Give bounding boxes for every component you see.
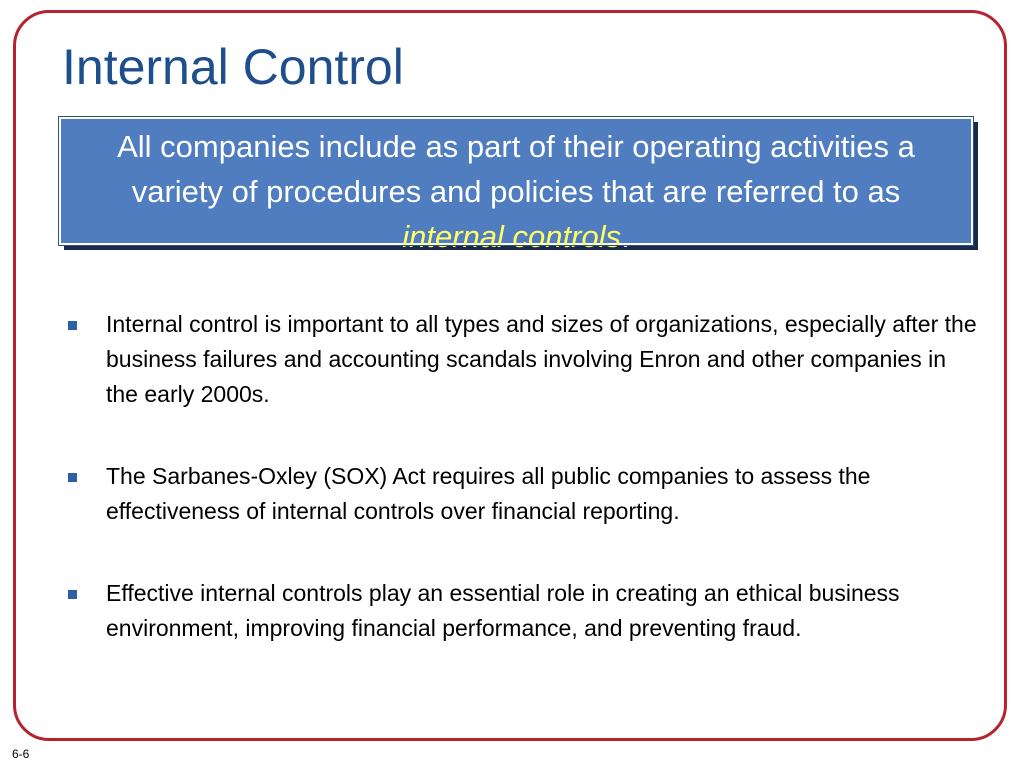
square-bullet-icon [68, 321, 77, 330]
callout-text: All companies include as part of their operating activities a variety of procedures and policies that are referred to as [117, 129, 915, 209]
bullet-item [68, 459, 978, 529]
page-number: 6-6 [12, 747, 30, 761]
bullet-text: Effective internal controls play an essential role in creating an ethical business environment, improving financial performance, and preventing fraud. [106, 580, 900, 641]
callout-text-end: . [621, 219, 630, 254]
bullet-item [68, 307, 978, 412]
bullet-item [68, 576, 978, 646]
definition-callout [59, 117, 973, 254]
bullet-text: The Sarbanes-Oxley (SOX) Act requires all public companies to assess the effectiveness of internal controls over financial reporting. [106, 463, 871, 524]
callout-highlight-term: internal controls [402, 219, 622, 254]
square-bullet-icon [68, 473, 77, 482]
bullet-text: Internal control is important to all types and sizes of organizations, especially after the business failures and accounting scandals involving Enron and other companies in the early 2000s. [106, 311, 977, 407]
slide-title: Internal Control [62, 39, 404, 95]
bullet-list [68, 307, 978, 693]
square-bullet-icon [68, 590, 77, 599]
